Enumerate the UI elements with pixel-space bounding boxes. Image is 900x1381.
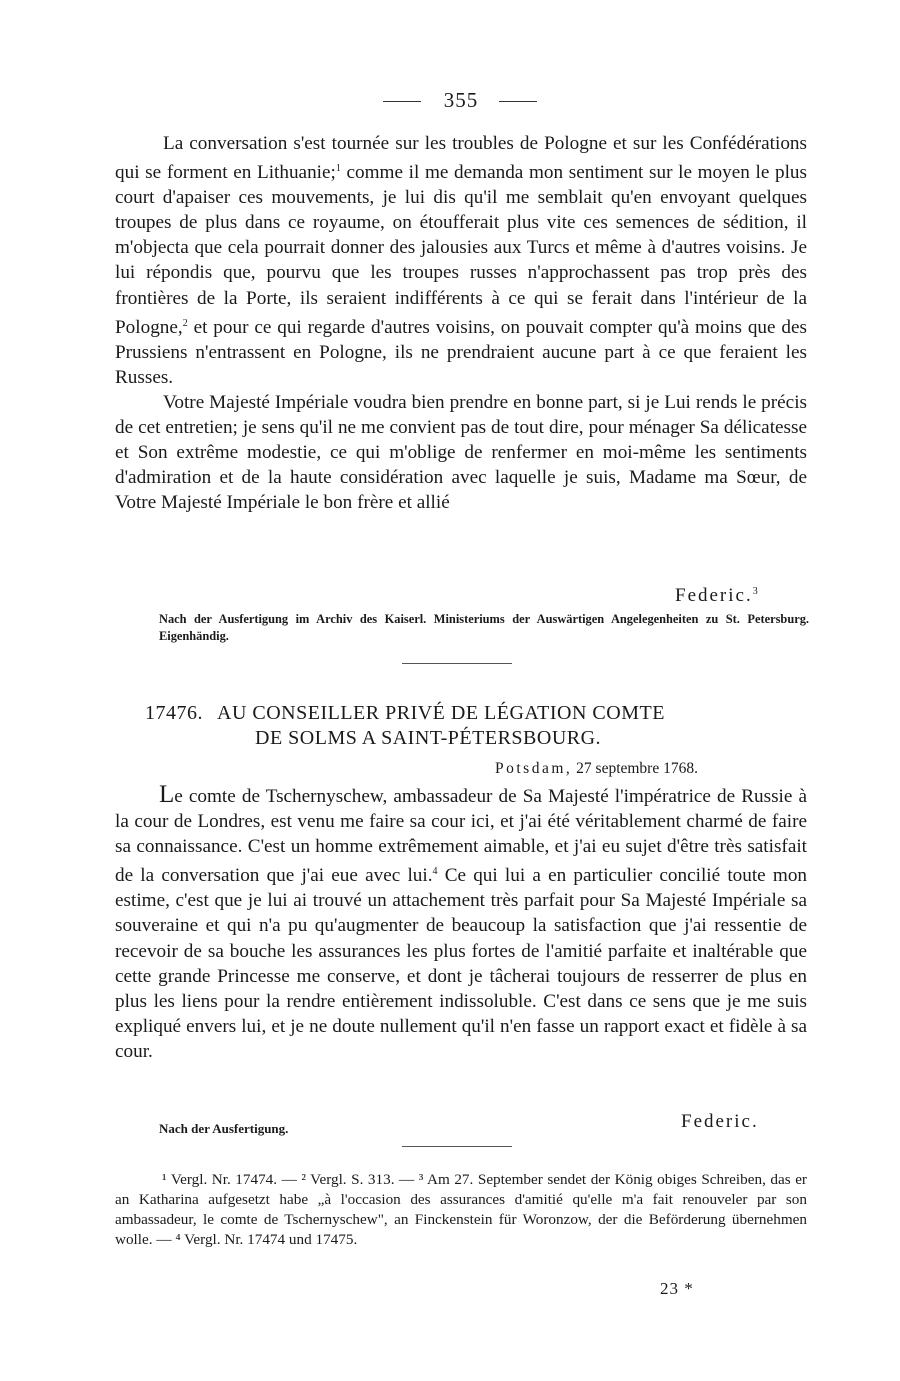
place-date — [495, 760, 698, 778]
place-name: Potsdam, — [495, 760, 573, 777]
signature-federic-1: Federic.$^3$ — [675, 585, 758, 606]
paragraph-1: La conversation s'est tournée sur les troubles de Pologne et sur les Confédérations qui se forment en Lithuanie;$^1$ comme il me demanda mon sentiment sur le moyen le plus court d'apaiser ces mouvements, je lui dis qu'il me semblait qu'en envoyant quelques troupes de plus dans ce royaume, on étoufferait plus vite ces semences de sédition, il m'objecta que cela pourrait donner des jalousies aux Turcs et même à d'autres voisins. Je lui répondis que, pourvu que les troupes russes n'approchassent pas trop près des frontières de la Porte, ils seraient indifférents à ce qui se ferait dans l'intérieur de la Pologne,$^2$ et pour ce qui regarde d'autres voisins, on pouvait compter qu'à moins que des Prussiens n'entrassent en Pologne, ils ne prendraient aucune part à ce que feraient les Russes. — [115, 133, 807, 388]
footnote-ref-4[interactable]: 4 — [432, 866, 438, 878]
page-header — [115, 88, 807, 118]
heading-title-line1: AU CONSEILLER PRIVÉ DE LÉGATION COMTE — [217, 702, 665, 724]
footnote-ref-3[interactable]: 3 — [752, 586, 758, 597]
footnote-text: ¹ Vergl. Nr. 17474. — ² Vergl. S. 313. — ³ Am 27. September sendet der König obiges Schreiben, das er an Katharina aufgesetzt habe „à l'occasion des assurances d'amitié qu'elle m'a fait renouveler par son ambassadeur, le comte de Tschernyschew", an Finckenstein für Woronzow, der die Beförderung übernehmen wolle. — ⁴ Vergl. Nr. 17474 und 17475. — [115, 1171, 807, 1248]
footnotes — [115, 1170, 807, 1250]
signature-mark: 23 * — [660, 1279, 694, 1298]
document-number: 17476. — [145, 702, 203, 724]
footnote-ref-1[interactable]: 1 — [335, 163, 341, 175]
paragraph-2: Votre Majesté Impériale voudra bien prendre en bonne part, si je Lui rends le précis de cet entretien; je sens qu'il ne me convient pas de tout dire, pour ménager Sa délicatesse et Son extrême modestie, ce qui m'oblige de renfermer en moi-même les sentiments d'admiration et de la haute considération avec laquelle je suis, Madame ma Sœur, de Votre Majesté Impériale le bon frère et allié — [115, 391, 807, 514]
heading-title-line2: DE SOLMS A SAINT-PÉTERSBOURG. — [255, 727, 602, 749]
page-number: 355 — [443, 88, 479, 112]
letter-paragraph: Le comte de Tschernyschew, ambassadeur de Sa Majesté l'impératrice de Russie à la cour de Londres, est venu me faire sa cour ici, et j'ai été véritablement charmé de faire sa connaissance. C'est un homme extrêmement aimable, et j'ai eu sujet d'être très satisfait de la conversation que j'ai eue avec lui.$^4$ Ce qui lui a en particulier concilié toute mon estime, c'est que je lui ai trouvé un attachement très parfait pour Sa Majesté Impériale sa souveraine et qui n'a pu qu'augmenter de beaucoup la satisfaction que j'ai ressentie de recevoir de sa bouche les assurances les plus fortes de l'amitié parfaite et inaltérable que cette grande Princesse me conserve, et dont je tâcherai toujours de resserrer de plus en plus les liens pour la rendre entièrement indissoluble. C'est dans ce sens que je me suis expliqué envers lui, et je ne doute nullement qu'il n'en fasse un rapport exact et fidèle à sa cour. — [115, 781, 808, 1062]
header-rule-left — [383, 101, 421, 102]
footnote-ref-2[interactable]: 2 — [182, 317, 188, 329]
signature-federic-2: Federic. — [681, 1111, 759, 1132]
header-rule-right — [499, 101, 537, 102]
source-note-1: Nach der Ausfertigung im Archiv des Kaiserl. Ministeriums der Auswärtigen Angelegenheiten zu St. Petersburg. Eigenhändig. — [159, 612, 809, 643]
footnote-divider — [402, 1146, 512, 1147]
letter-date: 27 septembre 1768. — [576, 760, 698, 777]
letter-continuation — [115, 131, 807, 515]
initial-letter: L — [159, 781, 175, 808]
section-divider — [402, 663, 512, 664]
source-note-2: Nach der Ausfertigung. — [159, 1121, 289, 1136]
letter-body — [115, 782, 807, 1064]
